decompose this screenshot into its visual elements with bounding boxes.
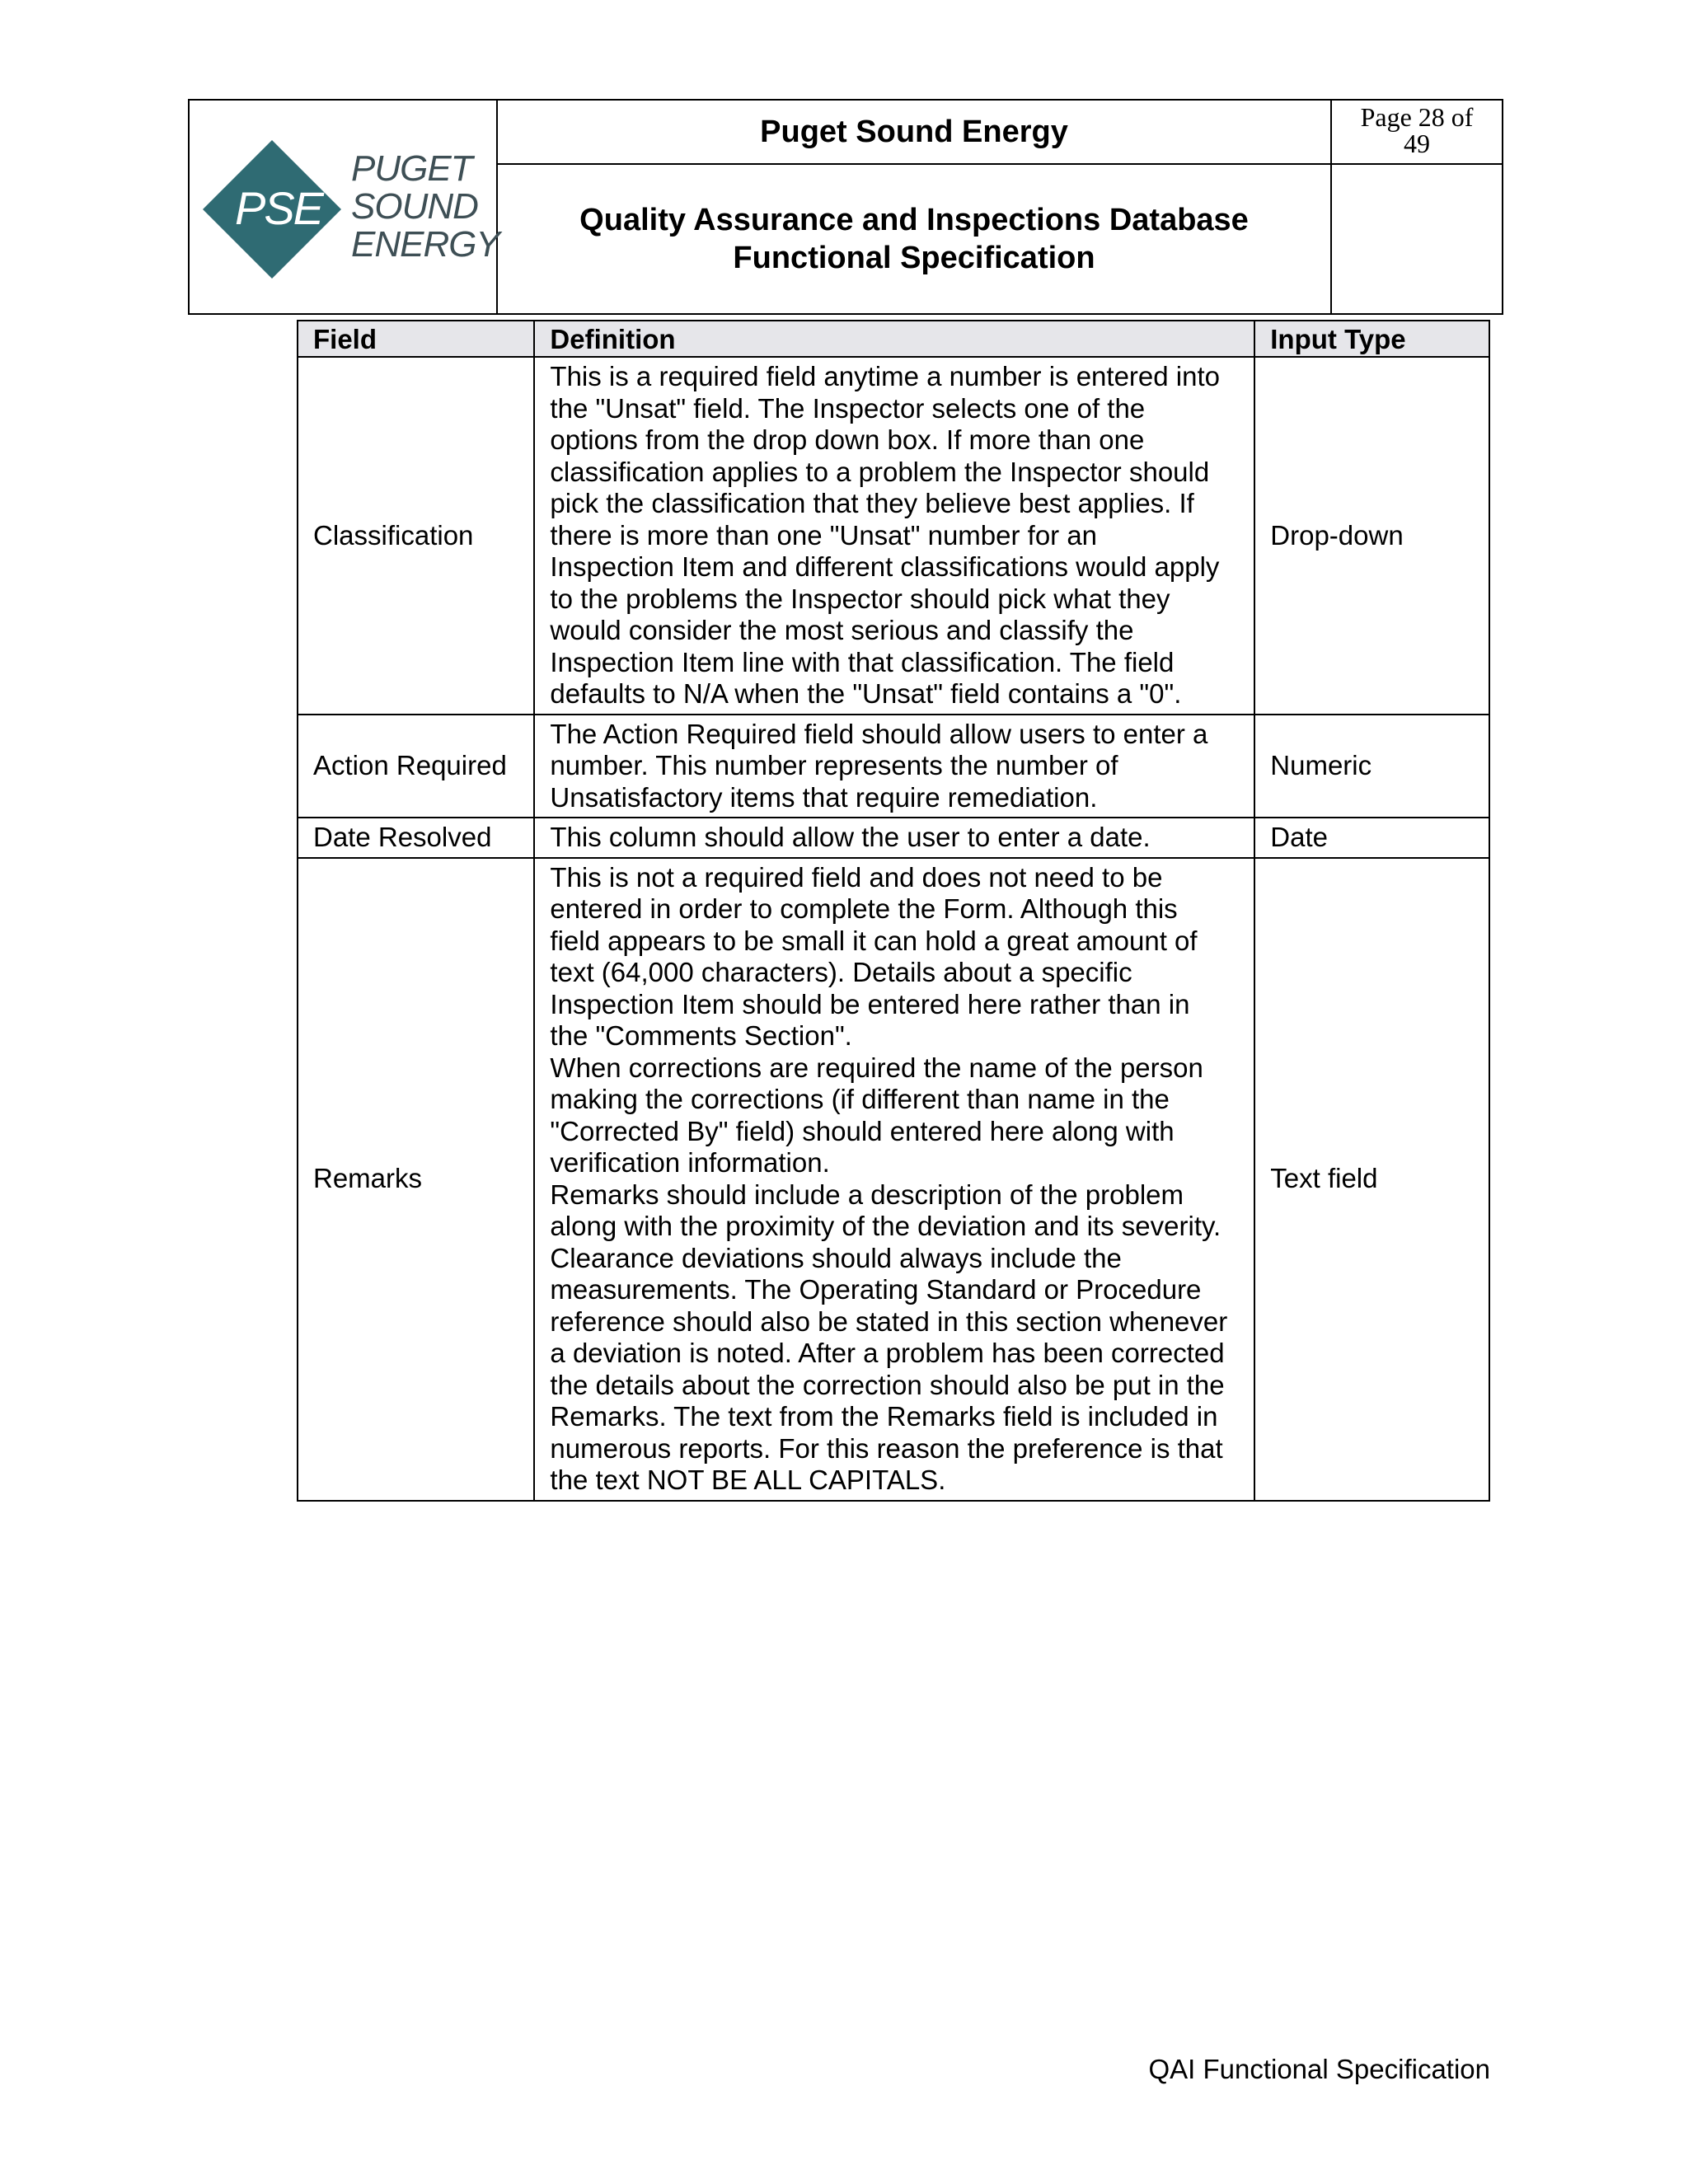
column-header-definition: Definition xyxy=(534,321,1254,357)
definition-line: The Action Required field should allow users to enter a xyxy=(550,718,1208,749)
definition-line: reference should also be stated in this section whenever xyxy=(550,1305,1228,1337)
definition-line: "Corrected By" field) should entered here along with xyxy=(550,1115,1175,1146)
definition-line: to the problems the Inspector should pick what they xyxy=(550,583,1170,614)
input-type-cell: Numeric xyxy=(1254,715,1489,818)
definition-line: there is more than one "Unsat" number for an xyxy=(550,519,1098,551)
definition-line: classification applies to a problem the Inspector should xyxy=(550,456,1210,487)
input-type-cell: Text field xyxy=(1254,858,1489,1501)
definition-line: the "Unsat" field. The Inspector selects one of the xyxy=(550,392,1146,424)
logo-word: ENERGY xyxy=(351,224,499,265)
company-name: Puget Sound Energy xyxy=(498,101,1330,165)
logo-cell xyxy=(190,101,498,313)
page-blank-cell xyxy=(1330,165,1502,313)
document-header xyxy=(188,99,1503,315)
definition-line: along with the proximity of the deviation and its severity. xyxy=(550,1211,1221,1241)
definition-line: verification information. xyxy=(550,1147,830,1178)
definition-line: the "Comments Section". xyxy=(550,1020,852,1051)
column-header-input-type: Input Type xyxy=(1254,321,1489,357)
logo-word: SOUND xyxy=(351,186,478,227)
document-title xyxy=(498,165,1330,313)
logo-words xyxy=(351,150,499,264)
field-spec-table xyxy=(297,320,1490,1502)
logo-initials: PSE xyxy=(234,182,323,234)
definition-line: options from the drop down box. If more than one xyxy=(550,424,1145,455)
definition-line: field appears to be small it can hold a great amount of xyxy=(550,925,1198,956)
definition-cell xyxy=(534,858,1254,1501)
definition-line: Inspection Item should be entered here rather than in xyxy=(550,988,1190,1019)
page-footer: QAI Functional Specification xyxy=(1148,2054,1490,2084)
definition-line: This is a required field anytime a number is entered into xyxy=(550,361,1220,391)
page-number-line: 49 xyxy=(1404,129,1430,158)
field-name-cell: Classification xyxy=(298,357,534,715)
definition-line: entered in order to complete the Form. Although this xyxy=(550,893,1178,924)
table-row xyxy=(298,818,1489,858)
definition-line: When corrections are required the name of the person xyxy=(550,1052,1203,1083)
definition-line: the text NOT BE ALL CAPITALS. xyxy=(550,1465,946,1495)
definition-line: This column should allow the user to enter a date. xyxy=(550,822,1151,852)
definition-line: would consider the most serious and classify the xyxy=(550,615,1134,645)
definition-cell xyxy=(534,357,1254,715)
page-number xyxy=(1330,101,1502,165)
table-row xyxy=(298,715,1489,818)
definition-line: numerous reports. For this reason the preference is that xyxy=(550,1432,1223,1464)
definition-line: the details about the correction should also be put in the xyxy=(550,1369,1225,1400)
definition-line: a deviation is noted. After a problem has been corrected xyxy=(550,1338,1225,1368)
field-name-cell: Remarks xyxy=(298,858,534,1501)
definition-line: Inspection Item line with that classification. The field xyxy=(550,646,1175,677)
input-type-cell: Drop-down xyxy=(1254,357,1489,715)
logo-word: PUGET xyxy=(351,148,472,189)
table-body xyxy=(298,357,1489,1501)
definition-line: measurements. The Operating Standard or Procedure xyxy=(550,1274,1202,1305)
definition-line: number. This number represents the number of xyxy=(550,750,1118,780)
definition-line: Remarks should include a description of the problem xyxy=(550,1179,1184,1210)
definition-line: text (64,000 characters). Details about a specific xyxy=(550,957,1132,987)
definition-line: Inspection Item and different classifications would apply xyxy=(550,551,1220,582)
column-header-field: Field xyxy=(298,321,534,357)
field-name-cell: Date Resolved xyxy=(298,818,534,858)
definition-line: pick the classification that they believe best applies. If xyxy=(550,488,1194,518)
field-name-cell: Action Required xyxy=(298,715,534,818)
page-number-line: Page 28 of xyxy=(1360,102,1474,132)
definition-cell xyxy=(534,715,1254,818)
definition-line: This is not a required field and does not need to be xyxy=(550,861,1163,893)
definition-line: Unsatisfactory items that require remediation. xyxy=(550,781,1098,813)
definition-line: defaults to N/A when the "Unsat" field contains a "0". xyxy=(550,678,1182,709)
definition-line: Clearance deviations should always include the xyxy=(550,1242,1122,1273)
table-row xyxy=(298,858,1489,1501)
input-type-cell: Date xyxy=(1254,818,1489,858)
definition-line: making the corrections (if different than name in the xyxy=(550,1084,1170,1114)
table-header-row xyxy=(298,321,1489,357)
document-title-line: Functional Specification xyxy=(733,241,1095,275)
definition-cell xyxy=(534,818,1254,858)
table-row xyxy=(298,357,1489,715)
definition-line: Remarks. The text from the Remarks field is included in xyxy=(550,1401,1218,1432)
document-title-line: Quality Assurance and Inspections Database xyxy=(579,203,1249,237)
